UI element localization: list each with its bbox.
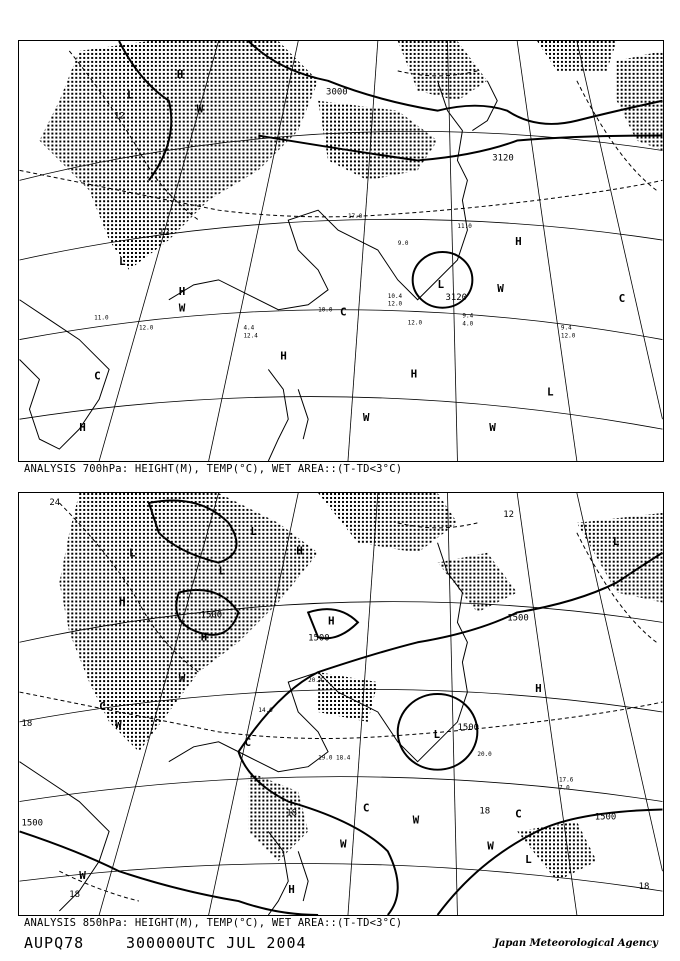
pressure-center: W xyxy=(412,813,420,827)
pressure-center: H xyxy=(178,284,186,298)
station-value: 12.0 xyxy=(560,332,576,340)
pressure-center: W xyxy=(362,411,370,425)
pressure-center: L xyxy=(437,277,445,291)
contour-label: 3000 xyxy=(326,87,348,98)
agency-name: Japan Meteorological Agency xyxy=(494,938,658,949)
pressure-center: L xyxy=(250,524,258,538)
contour-label: 1500 xyxy=(308,633,330,644)
station-value: 12.4 xyxy=(243,332,258,340)
wet-area-shading xyxy=(59,493,662,881)
station-value: 4.4 xyxy=(243,324,255,332)
station-value: 9.4 xyxy=(560,324,572,332)
station-value: 7.0 xyxy=(558,784,570,792)
valid-datetime: 300000UTC JUL 2004 xyxy=(126,934,307,952)
station-value: 10.0 xyxy=(318,306,333,314)
caption-700hpa: ANALYSIS 700hPa: HEIGHT(M), TEMP(°C), WET AREA::(T-TD<3°C) xyxy=(24,463,403,475)
contour-label: 1500 xyxy=(457,722,479,733)
contour-label: 1500 xyxy=(200,610,223,621)
contour-label: 1500 xyxy=(594,812,617,823)
contour-label: 12 xyxy=(503,509,514,520)
station-value: 20.0 xyxy=(477,750,492,758)
station-value: 17.0 xyxy=(347,213,363,221)
station-value: 4.0 xyxy=(462,320,474,328)
map-canvas-850hpa xyxy=(19,493,663,915)
contour-label: 1500 xyxy=(21,818,44,829)
pressure-center: L xyxy=(612,534,620,548)
station-value: 9.4 xyxy=(462,312,474,320)
station-value: 18.4 xyxy=(336,754,351,762)
pressure-center: H xyxy=(535,682,542,696)
contour-label: 18 xyxy=(21,718,33,729)
pressure-center: W xyxy=(115,717,122,731)
station-value: 12.0 xyxy=(138,324,154,332)
chart-id: AUPQ78 xyxy=(24,934,85,952)
pressure-center: W xyxy=(487,839,494,853)
station-value: 12.0 xyxy=(387,300,403,308)
contour-label: 24 xyxy=(49,497,61,508)
contour-label: 12 xyxy=(114,111,125,122)
station-value: 14.6 xyxy=(258,706,273,714)
station-value: 12.0 xyxy=(407,319,423,327)
pressure-center: W xyxy=(497,281,504,295)
pressure-center: C xyxy=(515,807,522,821)
contour-label: 18 xyxy=(638,882,650,893)
pressure-center: C xyxy=(340,305,347,319)
pressure-center: W xyxy=(79,869,86,883)
pressure-center: C xyxy=(244,735,252,749)
station-value: 10.4 xyxy=(387,292,403,300)
pressure-center: L xyxy=(127,88,134,102)
pressure-center: H xyxy=(200,630,208,644)
pressure-center: W xyxy=(178,672,186,686)
contour-label: 3120 xyxy=(445,292,468,303)
pressure-center: W xyxy=(196,102,204,116)
pressure-center: H xyxy=(280,349,287,363)
pressure-center: H xyxy=(288,883,295,897)
pressure-center: L xyxy=(119,254,126,268)
pressure-center: H xyxy=(176,67,184,81)
pressure-center: H xyxy=(410,367,418,381)
pressure-center: W xyxy=(178,301,186,315)
contour-label: 1500 xyxy=(507,613,529,624)
pressure-center: L xyxy=(218,564,226,578)
station-value: 19.0 xyxy=(318,754,333,762)
pressure-center: W xyxy=(489,421,496,435)
station-value: 17.6 xyxy=(558,776,574,784)
map-panel-850hpa xyxy=(18,492,664,916)
caption-850hpa: ANALYSIS 850hPa: HEIGHT(M), TEMP(°C), WET AREA::(T-TD<3°C) xyxy=(24,917,403,929)
contour-label: 18 xyxy=(286,808,298,819)
pressure-center: H xyxy=(328,614,335,628)
pressure-center: L xyxy=(129,546,136,560)
contour-label: 18 xyxy=(69,890,81,901)
pressure-center: L xyxy=(547,385,554,399)
pressure-center: L xyxy=(525,853,532,867)
station-value: 20.4 xyxy=(308,677,323,685)
contour-label: 18 xyxy=(479,806,491,817)
pressure-center: C xyxy=(618,291,626,305)
pressure-center: H xyxy=(515,235,522,249)
pressure-center: L xyxy=(433,727,441,741)
station-value: 9.0 xyxy=(397,240,409,248)
pressure-center: C xyxy=(362,801,370,815)
contour-label: 12 xyxy=(158,228,170,239)
pressure-center: H xyxy=(79,421,86,435)
pressure-center: H xyxy=(296,544,303,558)
contour-label: 3120 xyxy=(492,153,514,164)
pressure-center: H xyxy=(119,594,126,608)
map-canvas-700hpa xyxy=(19,41,663,461)
pressure-center: C xyxy=(99,699,106,713)
station-value: 11.0 xyxy=(457,223,472,231)
station-value: 11.0 xyxy=(94,314,109,322)
map-panel-700hpa xyxy=(18,40,664,462)
pressure-center: C xyxy=(94,369,101,383)
wet-area-shading xyxy=(39,41,662,270)
pressure-center: W xyxy=(340,837,347,851)
